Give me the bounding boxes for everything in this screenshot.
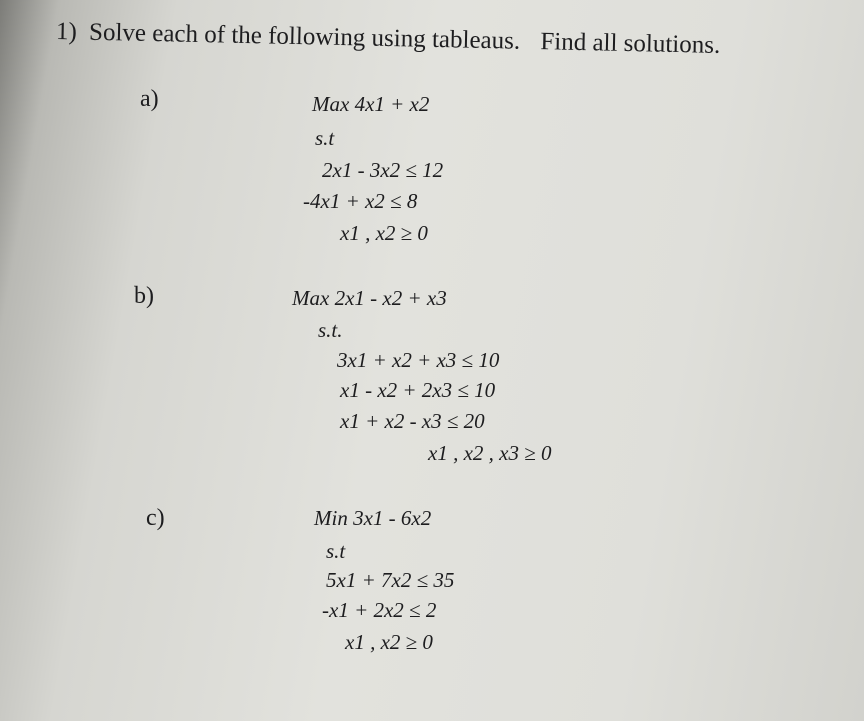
problem-number: 1) (55, 18, 78, 46)
part-c-constraint-1: 5x1 + 7x2 ≤ 35 (326, 568, 455, 592)
part-a-st: s.t (315, 126, 335, 150)
part-a-label: a) (140, 86, 159, 112)
part-b-constraint-1: 3x1 + x2 + x3 ≤ 10 (337, 348, 500, 372)
part-a-constraint-2: -4x1 + x2 ≤ 8 (303, 189, 418, 213)
part-c-nonnegativity: x1 , x2 ≥ 0 (345, 630, 433, 654)
part-c-st: s.t (326, 539, 346, 563)
part-a-nonnegativity: x1 , x2 ≥ 0 (340, 221, 428, 245)
part-a-constraint-1: 2x1 - 3x2 ≤ 12 (322, 158, 444, 182)
problem-instruction-2: Find all solutions. (540, 28, 721, 59)
part-b-constraint-3: x1 + x2 - x3 ≤ 20 (340, 409, 485, 433)
problem-heading (56, 18, 796, 61)
part-b-nonnegativity: x1 , x2 , x3 ≥ 0 (428, 441, 552, 465)
part-c-constraint-2: -x1 + 2x2 ≤ 2 (322, 598, 437, 622)
problem-instruction: Solve each of the following using tableaus. (88, 18, 521, 55)
part-b-objective: Max 2x1 - x2 + x3 (292, 286, 447, 310)
part-c-label: c) (146, 505, 165, 531)
part-b-constraint-2: x1 - x2 + 2x3 ≤ 10 (340, 378, 496, 402)
part-b-label: b) (134, 283, 154, 309)
part-a-objective: Max 4x1 + x2 (312, 92, 430, 116)
part-b-st: s.t. (318, 318, 343, 342)
part-c-objective: Min 3x1 - 6x2 (314, 506, 432, 530)
